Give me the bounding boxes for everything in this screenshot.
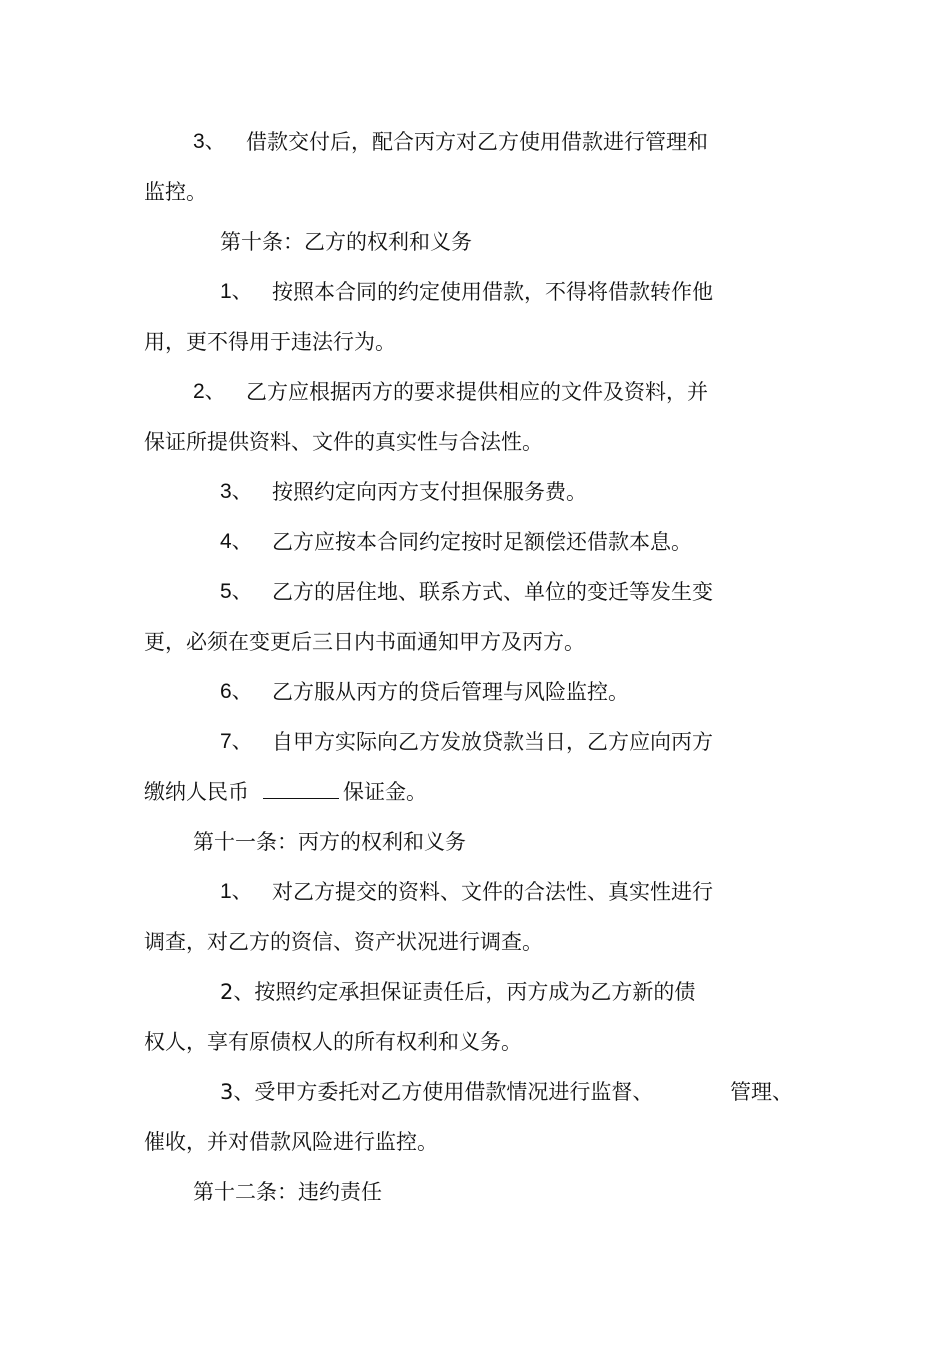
paragraph-line: 乙方应根据丙方的要求提供相应的文件及资料，并 xyxy=(246,380,708,404)
line-text: 保证金。 xyxy=(343,780,427,804)
item-number: 4、 xyxy=(220,530,253,553)
paragraph-line: 乙方服从丙方的贷后管理与风险监控。 xyxy=(272,680,629,704)
article-heading: 第十一条：丙方的权利和义务 xyxy=(193,830,466,854)
paragraph-line: 保证所提供资料、文件的真实性与合法性。 xyxy=(144,430,543,454)
paragraph-line: 自甲方实际向乙方发放贷款当日，乙方应向丙方 xyxy=(272,730,713,754)
paragraph-line: 更，必须在变更后三日内书面通知甲方及丙方。 xyxy=(144,630,585,654)
paragraph-line: 乙方的居住地、联系方式、单位的变迁等发生变 xyxy=(272,580,713,604)
paragraph-line: 调查，对乙方的资信、资产状况进行调查。 xyxy=(144,930,543,954)
paragraph-line: 对乙方提交的资料、文件的合法性、真实性进行 xyxy=(272,880,713,904)
paragraph-line: 按照约定向丙方支付担保服务费。 xyxy=(272,480,587,504)
item-number: 3、 xyxy=(193,130,226,153)
article-heading: 第十条：乙方的权利和义务 xyxy=(220,230,472,254)
paragraph-line: 按照本合同的约定使用借款，不得将借款转作他 xyxy=(272,280,713,304)
line-text: 缴纳人民币 xyxy=(144,780,249,804)
paragraph-line: 借款交付后，配合丙方对乙方使用借款进行管理和 xyxy=(246,130,708,154)
item-number: 1、 xyxy=(220,880,253,903)
item-number: 5、 xyxy=(220,580,253,603)
paragraph-line: 乙方应按本合同约定按时足额偿还借款本息。 xyxy=(272,530,692,554)
paragraph-line xyxy=(144,780,427,804)
fill-in-blank xyxy=(263,780,339,799)
item-number: 7、 xyxy=(220,730,253,753)
paragraph-line: 3、受甲方委托对乙方使用借款情况进行监督、 xyxy=(220,1080,654,1104)
item-number: 3、 xyxy=(220,480,253,503)
paragraph-line: 管理、 xyxy=(730,1080,793,1104)
paragraph-line: 2、按照约定承担保证责任后，丙方成为乙方新的债 xyxy=(220,980,696,1004)
paragraph-line: 用，更不得用于违法行为。 xyxy=(144,330,396,354)
item-number: 1、 xyxy=(220,280,253,303)
item-number: 6、 xyxy=(220,680,253,703)
paragraph-line: 催收，并对借款风险进行监控。 xyxy=(144,1130,438,1154)
paragraph-line: 监控。 xyxy=(144,180,207,204)
article-heading: 第十二条：违约责任 xyxy=(193,1180,382,1204)
paragraph-line: 权人，享有原债权人的所有权利和义务。 xyxy=(144,1030,522,1054)
item-number: 2、 xyxy=(193,380,226,403)
